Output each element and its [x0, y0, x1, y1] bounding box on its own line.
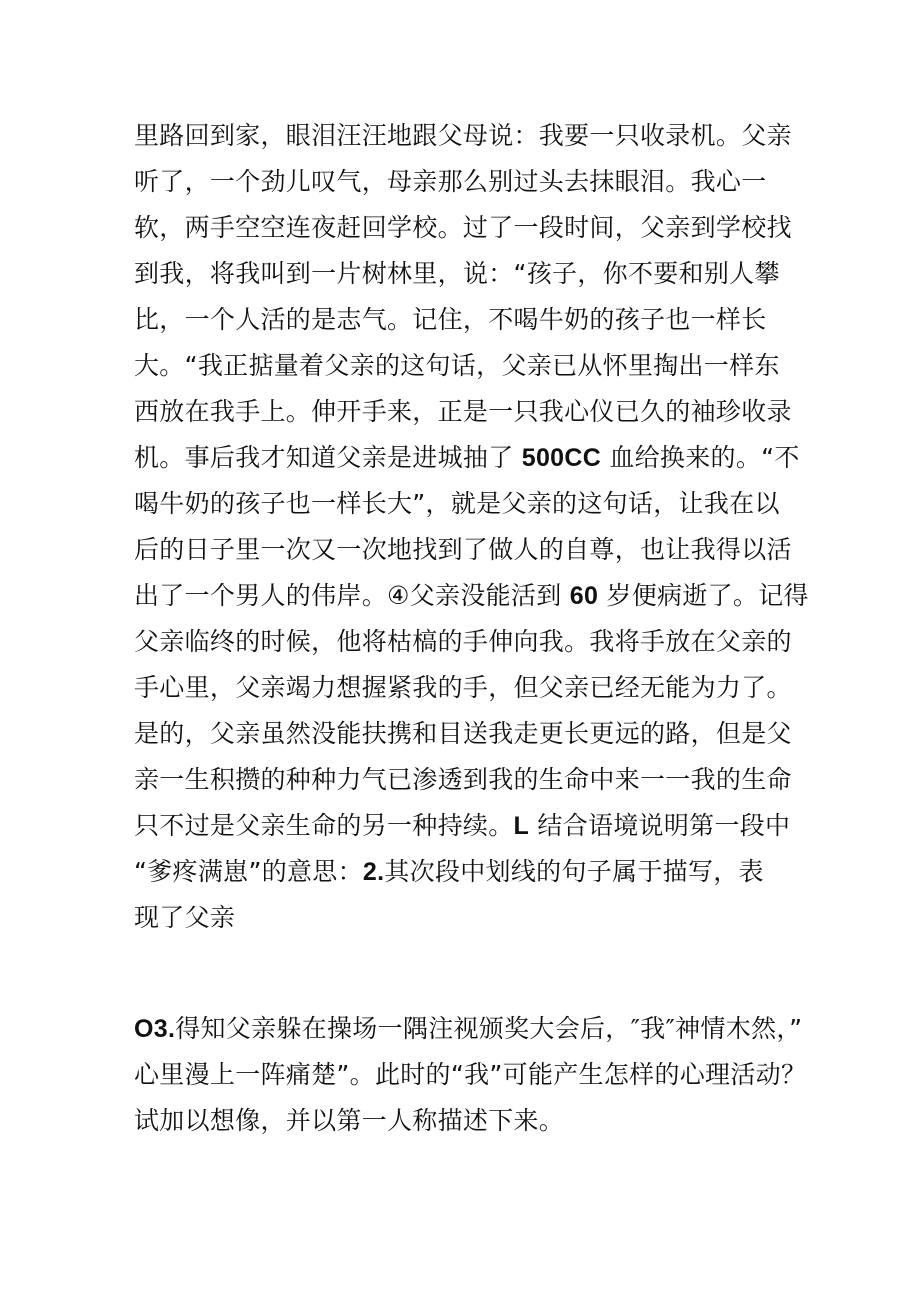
text-line [134, 205, 814, 251]
text-run: 只不过是父亲生命的另一种持续。 [134, 811, 514, 840]
text-line [134, 159, 814, 205]
text-line [134, 389, 814, 435]
text-run: 心里漫上一阵痛楚”。此时的“我”可能产生怎样的心理活动？ [134, 1060, 807, 1089]
text-run: 出了一个男人的伟岸。④父亲没能活到 [134, 581, 570, 610]
text-line [134, 343, 814, 389]
text-line [134, 665, 814, 711]
text-line [134, 619, 814, 665]
text-run: 结合语境说明第一段中 [529, 811, 791, 840]
text-run: 后的日子里一次又一次地找到了做人的自尊，也让我得以活 [134, 535, 792, 564]
text-run: 亲一生积攒的种种力气已渗透到我的生命中来一一我的生命 [134, 765, 792, 794]
text-line [134, 1006, 814, 1052]
text-run: 喝牛奶的孩子也一样长大”，就是父亲的这句话，让我在以 [134, 489, 780, 518]
text-line [134, 1052, 814, 1098]
text-line [134, 849, 814, 895]
text-run: 比，一个人活的是志气。记住，不喝牛奶的孩子也一样长 [134, 305, 767, 334]
text-run: 血给换来的。“不 [601, 443, 800, 472]
text-run: 到我，将我叫到一片树林里，说：“孩子，你不要和别人攀 [134, 259, 780, 288]
text-run: 是的，父亲虽然没能扶携和目送我走更长更远的路，但是父 [134, 719, 792, 748]
text-line [134, 251, 814, 297]
text-run: 大。“我正掂量着父亲的这句话，父亲已从怀里掏出一样东 [134, 351, 780, 380]
text-run: 听了，一个劲儿叹气，母亲那么别过头去抹眼泪。我心一 [134, 167, 767, 196]
text-line [134, 527, 814, 573]
bold-text: 60 [569, 582, 599, 610]
bold-text: 500CC [521, 444, 602, 472]
text-run: “爹疼满崽”的意思： [134, 857, 363, 886]
text-line [134, 435, 814, 481]
bold-text: L [513, 812, 530, 840]
text-run: 西放在我手上。伸开手来，正是一只我心仪已久的袖珍收录 [134, 397, 792, 426]
text-line [134, 895, 814, 941]
text-run: 机。事后我才知道父亲是进城抽了 [134, 443, 522, 472]
text-run: 岁便病逝了。记得 [598, 581, 809, 610]
text-run: 试加以想像，并以第一人称描述下来。 [134, 1106, 565, 1135]
text-run: 现了父亲 [134, 903, 236, 932]
bold-text: O3. [134, 1015, 176, 1043]
text-line [134, 113, 814, 159]
text-line [134, 711, 814, 757]
question-paragraph [134, 1006, 814, 1144]
bold-text: 2. [362, 858, 385, 886]
text-line [134, 1098, 814, 1144]
text-line [134, 573, 814, 619]
text-line [134, 757, 814, 803]
text-run: 软，两手空空连夜赶回学校。过了一段时间，父亲到学校找 [134, 213, 792, 242]
text-run: 手心里，父亲竭力想握紧我的手，但父亲已经无能为力了。 [134, 673, 792, 702]
text-line [134, 481, 814, 527]
story-paragraph [134, 113, 814, 941]
text-line [134, 297, 814, 343]
text-run: 其次段中划线的句子属于描写，表 [384, 857, 764, 886]
text-run: 里路回到家，眼泪汪汪地跟父母说：我要一只收录机。父亲 [134, 121, 792, 150]
text-line [134, 803, 814, 849]
text-run: 得知父亲躲在操场一隅注视颁奖大会后，″我″神情木然，” [175, 1014, 803, 1043]
text-run: 父亲临终的时候，他将枯槁的手伸向我。我将手放在父亲的 [134, 627, 792, 656]
